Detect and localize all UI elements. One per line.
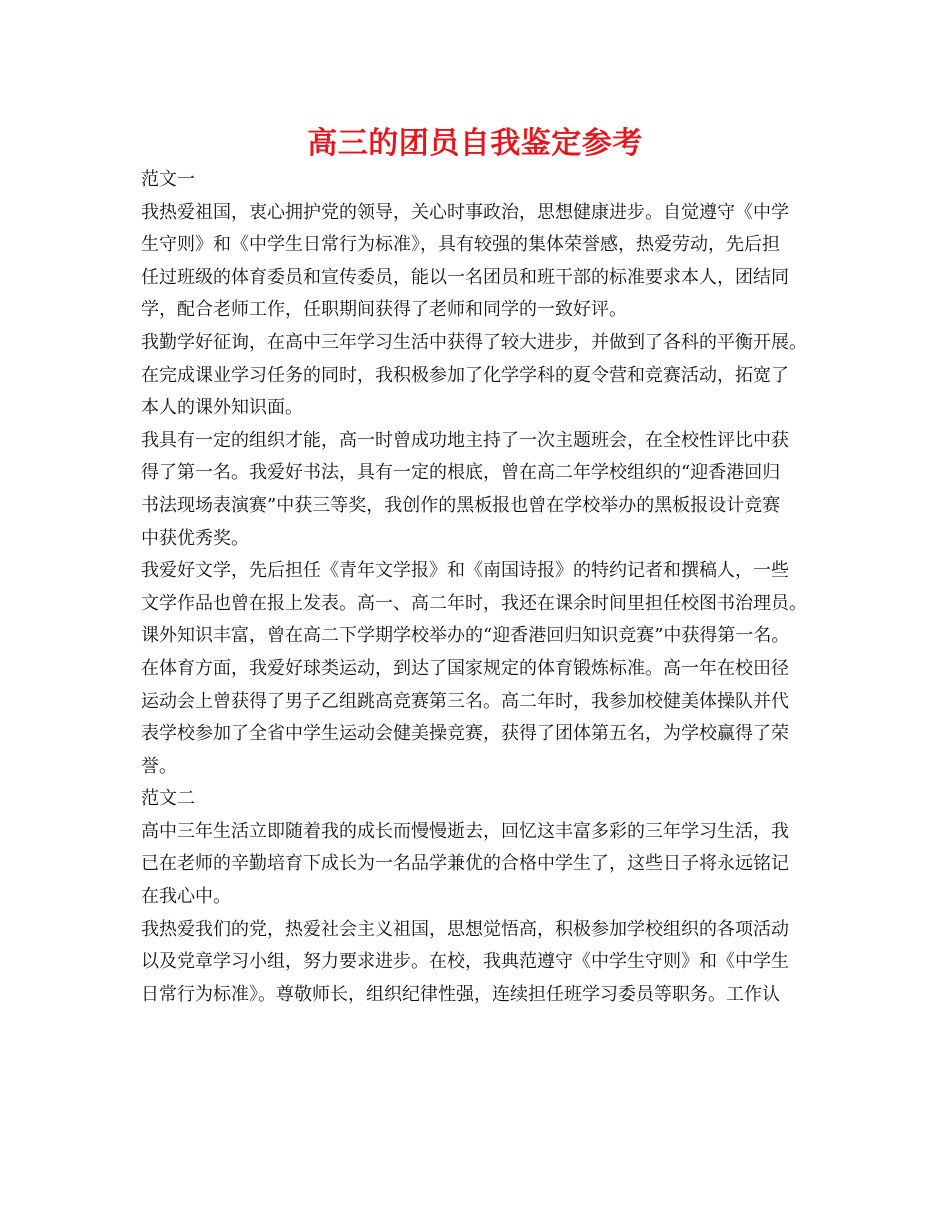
text-line: 以及党章学习小组，努力要求进步。在校，我典范遵守《中学生守则》和《中学生 [141,951,789,973]
document-title: 高三的团员自我鉴定参考 [307,126,643,161]
text-line: 文学作品也曾在报上发表。高一、高二年时，我还在课余时间里担任校图书治理员。 [141,592,807,614]
text-line: 在体育方面，我爱好球类运动，到达了国家规定的体育锻炼标准。高一年在校田径 [141,657,789,679]
text-line: 我勤学好征询，在高中三年学习生活中获得了较大进步，并做到了各科的平衡开展。 [141,331,807,353]
text-line: 誉。 [141,755,177,777]
text-line: 范文一 [141,169,195,190]
text-line: 我热爱祖国，衷心拥护党的领导，关心时事政治，思想健康进步。自觉遵守《中学 [141,201,789,223]
text-line: 表学校参加了全省中学生运动会健美操竞赛，获得了团体第五名，为学校赢得了荣 [141,723,789,745]
text-line: 运动会上曾获得了男子乙组跳高竞赛第三名。高二年时，我参加校健美体操队并代 [141,690,789,712]
text-line: 任过班级的体育委员和宣传委员，能以一名团员和班干部的标准要求本人，团结同 [141,266,789,288]
text-line: 生守则》和《中学生日常行为标准》，具有较强的集体荣誉感，热爱劳动，先后担 [141,234,780,256]
text-line: 得了第一名。我爱好书法，具有一定的根底，曾在高二年学校组织的“迎香港回归 [141,462,781,484]
text-line: 范文二 [141,788,195,810]
text-line: 中获优秀奖。 [141,527,249,549]
text-line: 我爱好文学，先后担任《青年文学报》和《南国诗报》的特约记者和撰稿人，一些 [141,560,789,582]
text-line: 在我心中。 [141,886,231,908]
text-line: 我具有一定的组织才能，高一时曾成功地主持了一次主题班会，在全校性评比中获 [141,429,789,451]
text-line: 我热爱我们的党，热爱社会主义祖国，思想觉悟高，积极参加学校组织的各项活动 [141,918,789,940]
text-line: 日常行为标准》。尊敬师长，组织纪律性强，连续担任班学习委员等职务。工作认 [141,983,780,1005]
text-line: 书法现场表演赛”中获三等奖，我创作的黑板报也曾在学校举办的黑板报设计竞赛 [141,494,781,516]
text-line: 课外知识丰富，曾在高二下学期学校举办的“迎香港回归知识竞赛”中获得第一名。 [141,625,790,647]
text-line: 本人的课外知识面。 [141,397,303,419]
text-line: 在完成课业学习任务的同时，我积极参加了化学学科的夏令营和竞赛活动，拓宽了 [141,364,789,386]
text-line: 已在老师的辛勤培育下成长为一名品学兼优的合格中学生了，这些日子将永远铭记 [141,853,789,875]
document-body [141,164,831,1011]
text-line: 高中三年生活立即随着我的成长而慢慢逝去，回忆这丰富多彩的三年学习生活，我 [141,820,789,842]
text-line: 学，配合老师工作，任职期间获得了老师和同学的一致好评。 [141,299,627,321]
